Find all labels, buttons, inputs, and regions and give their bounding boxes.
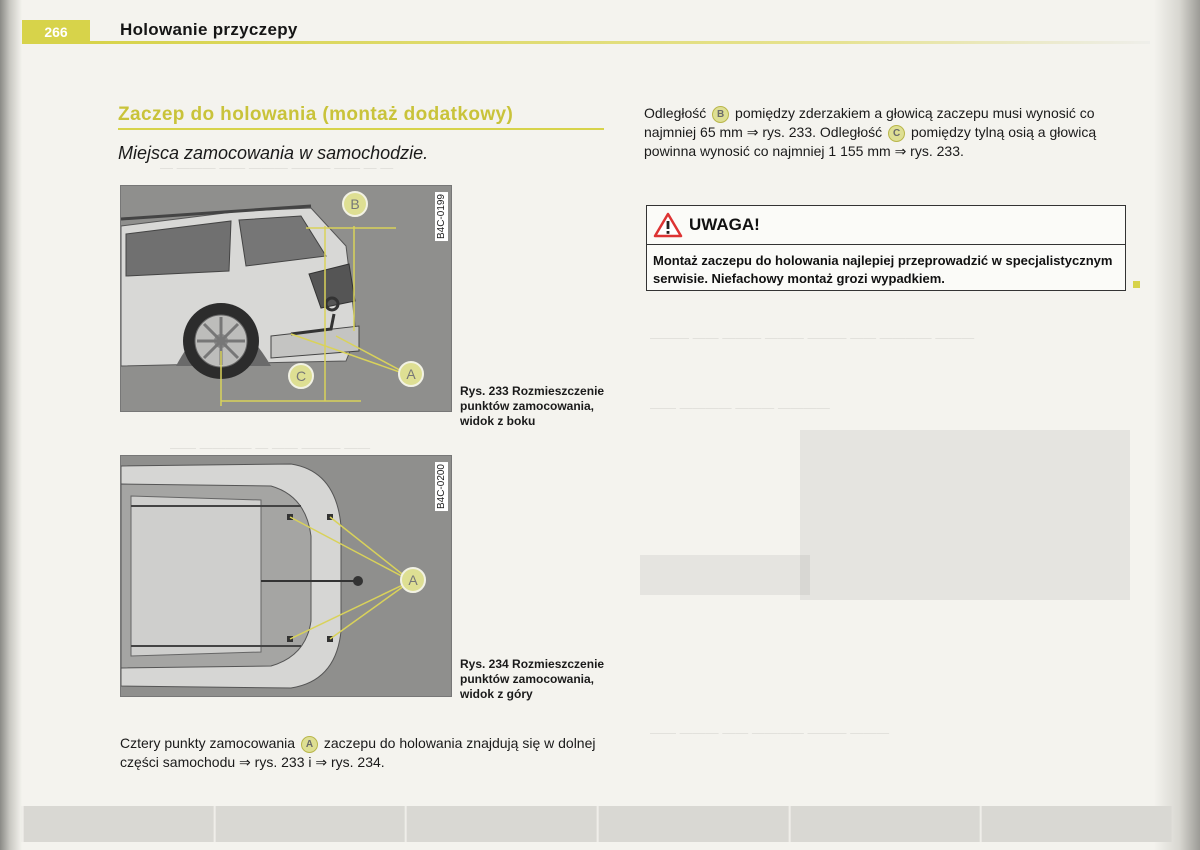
tab-strip-item: [980, 806, 1172, 842]
show-through-image: [800, 430, 1130, 600]
tab-strip-item: [597, 806, 789, 842]
figure-marker-b: [343, 192, 367, 216]
distance-paragraph: Odległość B pomiędzy zderzakiem a głowicą zaczepu musi wynosić co najmniej 65 mm ⇒ rys. 233. Odległość C pomiędzy tylną osią a głowicą powinna wynosić co najmniej 1 155 mm ⇒ rys. 233.: [644, 105, 1097, 159]
figure-marker-a: [399, 362, 423, 386]
section-rule: [118, 128, 604, 130]
page-edge-shadow: [1154, 0, 1200, 850]
bottom-tab-strip: [22, 806, 1172, 842]
show-through-text: —— ——— —— — ———— ——: [170, 440, 371, 455]
figure-caption-233: Rys. 233 Rozmieszczenie punktów zamocowania, widok z boku: [460, 384, 605, 428]
section-subtitle: Miejsca zamocowania w samochodzie.: [118, 143, 429, 163]
mounting-points-paragraph: Cztery punkty zamocowania A zaczepu do holowania znajdują się w dolnej części samochodu ⇒ rys. 233 i ⇒ rys. 234.: [120, 735, 596, 770]
figure-marker-a: [401, 568, 425, 592]
show-through-text: — — —— ——— ——— —— ——— —: [160, 160, 394, 175]
side-view-illustration: [121, 186, 451, 411]
marker-b: B: [712, 106, 729, 123]
marker-c: C: [888, 125, 905, 142]
warning-text: Montaż zaczepu do holowania najlepiej przeprowadzić w specjalistycznym serwisie. Niefachowy montaż grozi wypadkiem.: [653, 253, 1113, 286]
figure-code: B4C-0199: [436, 194, 447, 240]
warning-header: [647, 206, 1125, 245]
chapter-title: Holowanie przyczepy: [120, 20, 298, 39]
tab-strip-item: [22, 806, 214, 842]
show-through-image: [640, 555, 810, 595]
marker-a: A: [301, 736, 318, 753]
svg-text:C: C: [295, 368, 307, 384]
section-title: Zaczep do holowania (montaż dodatkowy): [118, 104, 514, 125]
show-through-text: ———— ——— ———— ——: [650, 400, 830, 415]
warning-triangle-icon: [653, 212, 683, 238]
header-rule: [90, 41, 1150, 44]
tab-strip-item: [405, 806, 597, 842]
warning-title: UWAGA!: [689, 215, 760, 234]
warning-box: [646, 205, 1126, 291]
tab-strip-item: [214, 806, 406, 842]
top-view-illustration: [121, 456, 451, 696]
figure-side-view: [120, 185, 452, 412]
figure-top-view: [120, 455, 452, 697]
svg-text:B: B: [350, 196, 360, 212]
tab-strip-item: [789, 806, 981, 842]
page-number: 266: [22, 20, 90, 44]
figure-code: B4C-0200: [436, 464, 447, 510]
svg-text:A: A: [406, 366, 416, 382]
show-through-text: ——— ———— —— ——— ——— ——— —— ———: [650, 330, 975, 345]
figure-caption-234: Rys. 234 Rozmieszczenie punktów zamocowania, widok z góry: [460, 657, 605, 701]
page-binding-shadow: [0, 0, 22, 850]
svg-text:A: A: [408, 572, 418, 588]
section-end-marker: [1133, 281, 1140, 288]
figure-marker-c: [289, 364, 313, 388]
show-through-text: ——— ——— ———— —— ——— ——: [650, 725, 890, 740]
